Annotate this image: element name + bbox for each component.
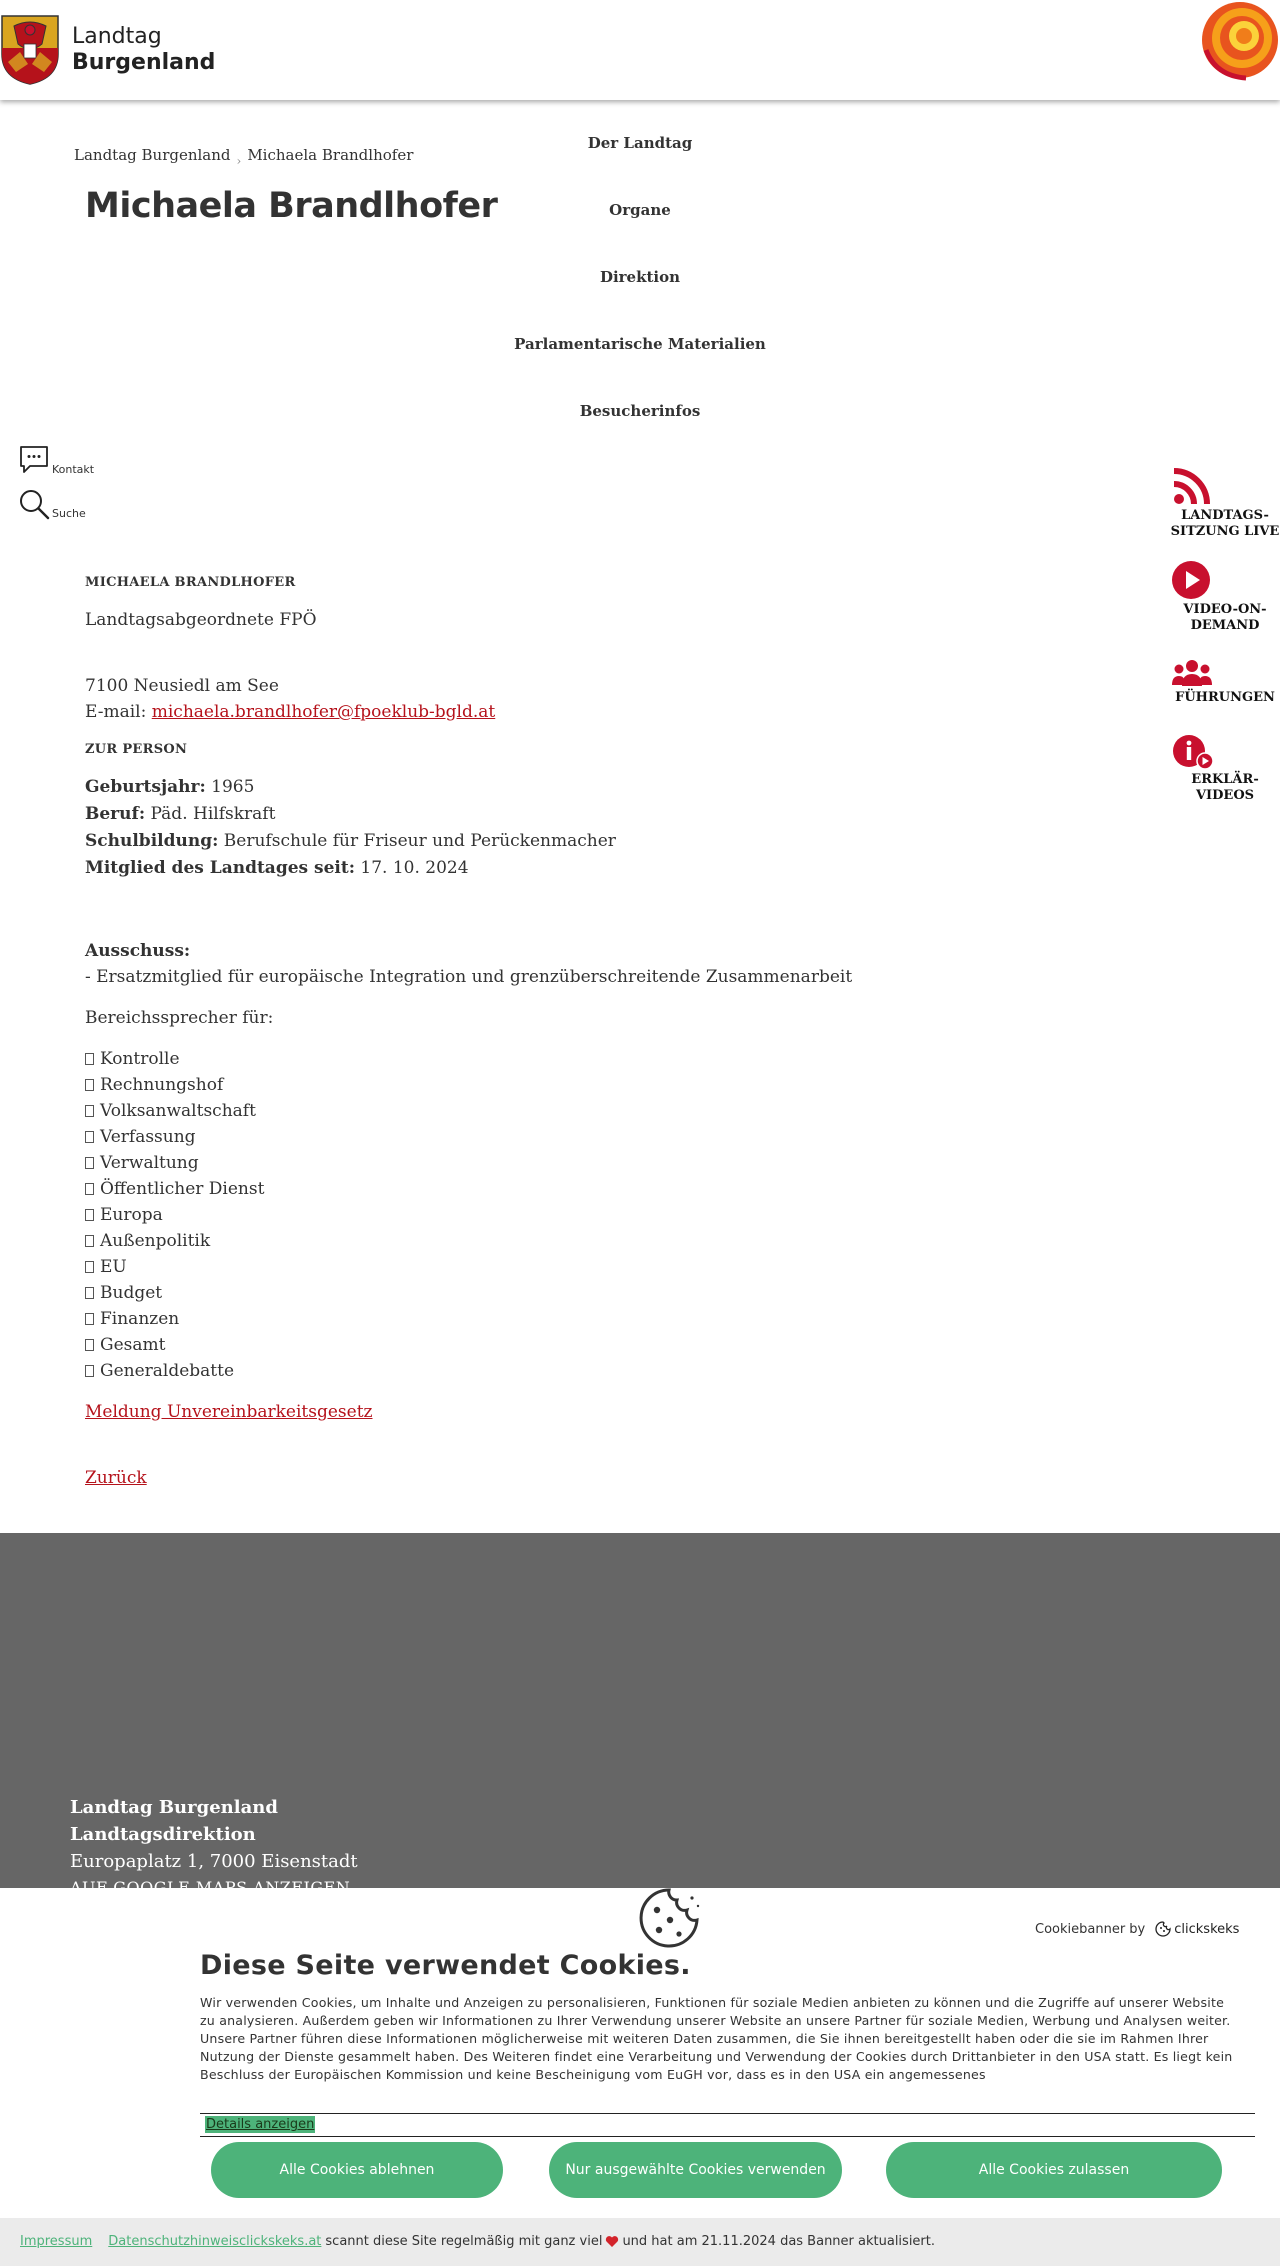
- footer-org: Landtag Burgenland: [70, 1797, 278, 1818]
- logo-line-1: Landtag: [72, 24, 162, 49]
- quicklink-vod-label-2: DEMAND: [1190, 618, 1260, 633]
- committee-label-text: Ausschuss:: [85, 941, 191, 961]
- breadcrumb-current: Michaela Brandlhofer: [247, 146, 414, 164]
- bullet-box-icon: [85, 1053, 94, 1065]
- school-value: Berufschule für Friseur und Perückenmacher: [223, 831, 616, 851]
- search-icon: [18, 488, 50, 520]
- person-city: 7100 Neusiedl am See: [85, 676, 279, 696]
- area-label: Budget: [100, 1283, 163, 1303]
- quicklink-fuehrungen[interactable]: [1170, 658, 1280, 706]
- nav-organe[interactable]: Organe: [609, 201, 671, 219]
- quicklink-live-label-1: LANDTAGS-: [1181, 508, 1269, 523]
- quicklink-live-label-2: SITZUNG LIVE: [1170, 524, 1280, 539]
- bullet-box-icon: [85, 1313, 94, 1325]
- committee-value: - Ersatzmitglied für europäische Integration und grenzüberschreitende Zusammenarbeit: [85, 967, 853, 987]
- clickskeks-brand[interactable]: [1155, 1921, 1239, 1937]
- bullet-box-icon: [85, 1209, 94, 1221]
- member-since-line: [85, 858, 469, 878]
- list-item: [85, 1280, 264, 1306]
- breadcrumb-home[interactable]: Landtag Burgenland: [74, 146, 231, 164]
- main-nav: [440, 116, 840, 451]
- chat-bubble-icon: [18, 444, 50, 476]
- page-title: Michaela Brandlhofer: [85, 186, 498, 226]
- breadcrumb: [74, 146, 414, 168]
- list-item: [85, 1228, 264, 1254]
- list-item: [85, 1072, 264, 1098]
- quicklink-fuehrungen-label: FÜHRUNGEN: [1175, 690, 1275, 705]
- area-label: Verfassung: [100, 1127, 196, 1147]
- list-item: [85, 1124, 264, 1150]
- member-since-value: 17. 10. 2024: [360, 858, 469, 878]
- person-email-line: [85, 702, 495, 722]
- bullet-box-icon: [85, 1157, 94, 1169]
- info-video-icon: [1172, 734, 1214, 770]
- person-name-heading: MICHAELA BRANDLHOFER: [85, 575, 296, 590]
- areas-list: [85, 1046, 264, 1384]
- scan-text-2: und hat am 21.11.2024 das Banner aktualisiert.: [622, 2234, 936, 2249]
- clickskeks-brand-text: clickskeks: [1174, 1921, 1240, 1937]
- datenschutz-link[interactable]: Datenschutzhinweis: [108, 2234, 240, 2249]
- cookiebanner-by: [1035, 1921, 1239, 1937]
- cookiebanner-by-label: Cookiebanner by: [1035, 1921, 1146, 1937]
- rss-feed-icon: [1172, 468, 1212, 506]
- quicklink-erklaer-label-1: ERKLÄR-: [1191, 772, 1259, 787]
- cookie-banner: [0, 1888, 1280, 2218]
- list-item: [85, 1098, 264, 1124]
- back-link[interactable]: Zurück: [85, 1468, 147, 1488]
- list-item: [85, 1254, 264, 1280]
- born-value: 1965: [211, 777, 255, 797]
- person-role: Landtagsabgeordnete FPÖ: [85, 610, 317, 630]
- site-footer: [0, 1533, 1280, 1893]
- quicklink-erklaervideos[interactable]: [1170, 734, 1280, 804]
- cookie-title: Diese Seite verwendet Cookies.: [200, 1950, 691, 1981]
- footer-address: Europaplatz 1, 7000 Eisenstadt: [70, 1851, 358, 1872]
- clickskeks-site-link[interactable]: clickskeks.at: [239, 2234, 322, 2249]
- quicklink-video-on-demand[interactable]: [1170, 560, 1280, 634]
- logo-line-2: Burgenland: [72, 50, 216, 75]
- area-label: Kontrolle: [100, 1049, 180, 1069]
- details-anzeigen-link[interactable]: Details anzeigen: [206, 2117, 315, 2132]
- heart-icon: [605, 2235, 619, 2248]
- selected-cookies-button[interactable]: Nur ausgewählte Cookies verwenden: [549, 2142, 842, 2198]
- born-label: Geburtsjahr:: [85, 777, 206, 797]
- area-label: Öffentlicher Dienst: [100, 1179, 265, 1199]
- email-link[interactable]: michaela.brandlhofer@fpoeklub-bgld.at: [151, 702, 496, 722]
- quicklink-erklaer-label-2: VIDEOS: [1195, 788, 1255, 803]
- breadcrumb-separator: ›: [236, 154, 242, 168]
- play-circle-icon: [1171, 560, 1211, 600]
- area-label: Gesamt: [100, 1335, 166, 1355]
- area-label: Außenpolitik: [100, 1231, 211, 1251]
- born-line: [85, 777, 254, 797]
- cookie-text: Wir verwenden Cookies, um Inhalte und Anzeigen zu personalisieren, Funktionen für soziale Medien anbieten zu können und die Zugriffe auf unserer Website zu analysieren. Außerdem geben wir Informationen zu Ihrer Verwendung unserer Website an unsere Partner für soziale Medien, Werbung und Analysen weiter. Unsere Partner führen diese Informationen möglicherweise mit weiteren Daten zusammen, die Sie ihnen bereitgestellt haben oder die sie im Rahmen Ihrer Nutzung der Dienste gesammelt haben. Des Weiteren findet eine Verarbeitung und Verwendung der Cookies durch Drittanbieter in den USA statt. Es liegt kein Beschluss der Europäischen Kommission und keine Bescheinigung vom EuGH vor, dass es in den USA ein angemessenes: [200, 1995, 1233, 2082]
- email-label: E-mail:: [85, 702, 147, 722]
- meldung-unvereinbarkeitsgesetz-link[interactable]: Meldung Unvereinbarkeitsgesetz: [85, 1402, 373, 1422]
- kontakt-button[interactable]: [18, 444, 94, 476]
- nav-der-landtag[interactable]: Der Landtag: [587, 134, 693, 152]
- site-header: [0, 0, 1280, 100]
- bullet-box-icon: [85, 1365, 94, 1377]
- quicklink-landtagssitzung-live[interactable]: [1170, 468, 1280, 540]
- scan-text-1: scannt diese Site regelmäßig mit ganz viel: [325, 2234, 603, 2249]
- area-label: Volksanwaltschaft: [100, 1101, 256, 1121]
- zur-person-heading: ZUR PERSON: [85, 742, 188, 757]
- list-item: [85, 1176, 264, 1202]
- list-item: [85, 1150, 264, 1176]
- list-item: [85, 1306, 264, 1332]
- bullet-box-icon: [85, 1235, 94, 1247]
- list-item: [85, 1332, 264, 1358]
- reject-all-cookies-button[interactable]: Alle Cookies ablehnen: [211, 2142, 503, 2198]
- clickskeks-logo-icon: [1155, 1921, 1171, 1937]
- cookie-icon: [637, 1888, 701, 1948]
- spokesperson-label: Bereichssprecher für:: [85, 1008, 274, 1028]
- member-since-label: Mitglied des Landtages seit:: [85, 858, 355, 878]
- bullet-box-icon: [85, 1183, 94, 1195]
- list-item: [85, 1046, 264, 1072]
- bullet-box-icon: [85, 1287, 94, 1299]
- group-users-icon: [1171, 658, 1213, 688]
- area-label: Finanzen: [100, 1309, 180, 1329]
- job-value: Päd. Hilfskraft: [150, 804, 276, 824]
- job-label: Beruf:: [85, 804, 146, 824]
- area-label: Verwaltung: [100, 1153, 199, 1173]
- nav-besucherinfos[interactable]: Besucherinfos: [579, 402, 701, 420]
- cookie-bottom-bar: [0, 2218, 1280, 2266]
- list-item: [85, 1202, 264, 1228]
- accept-all-cookies-button[interactable]: Alle Cookies zulassen: [886, 2142, 1222, 2198]
- nav-direktion[interactable]: Direktion: [599, 268, 681, 286]
- school-line: [85, 831, 616, 851]
- cookie-details-bar: [200, 2113, 1255, 2137]
- list-item: [85, 1358, 264, 1384]
- area-label: EU: [100, 1257, 127, 1277]
- bullet-box-icon: [85, 1339, 94, 1351]
- bullet-box-icon: [85, 1105, 94, 1117]
- bullet-box-icon: [85, 1131, 94, 1143]
- committee-label: [85, 941, 190, 961]
- bullet-box-icon: [85, 1261, 94, 1273]
- suche-label: Suche: [52, 507, 86, 520]
- job-line: [85, 804, 275, 824]
- footer-dept: Landtagsdirektion: [70, 1824, 256, 1845]
- school-label: Schulbildung:: [85, 831, 219, 851]
- bullet-box-icon: [85, 1079, 94, 1091]
- area-label: Generaldebatte: [100, 1361, 235, 1381]
- area-label: Europa: [100, 1205, 163, 1225]
- kontakt-label: Kontakt: [52, 463, 95, 476]
- impressum-link[interactable]: Impressum: [20, 2234, 93, 2249]
- area-label: Rechnungshof: [100, 1075, 224, 1095]
- sun-swirl-icon[interactable]: [1196, 0, 1280, 84]
- nav-parlamentarische-materialien[interactable]: Parlamentarische Materialien: [514, 335, 766, 353]
- suche-button[interactable]: [18, 488, 86, 520]
- quicklink-vod-label-1: VIDEO-ON-: [1183, 602, 1267, 617]
- burgenland-crest-icon: [0, 14, 60, 86]
- site-logo[interactable]: [0, 14, 215, 86]
